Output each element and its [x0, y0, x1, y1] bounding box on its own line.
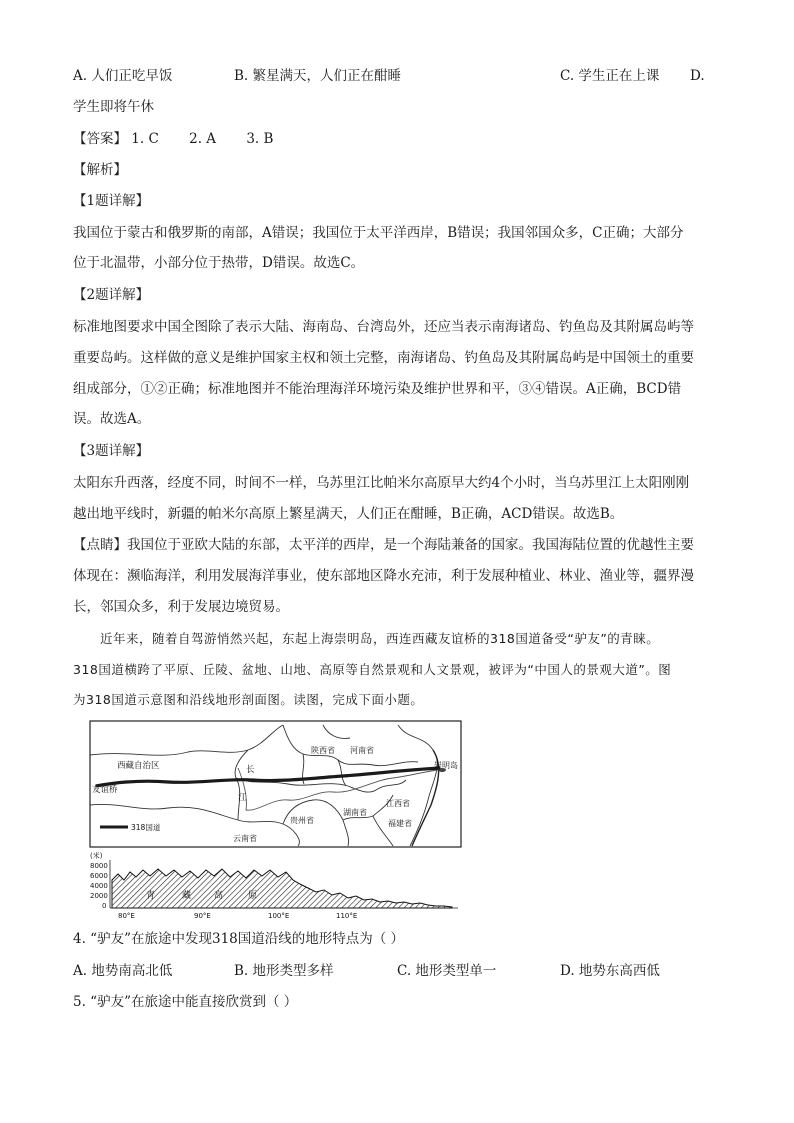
label-yunnan: 云南省	[233, 834, 257, 843]
q1-line: 位于北温带，小部分位于热带，D错误。故选C。	[73, 255, 365, 271]
answer-item: 1. C	[131, 131, 159, 147]
label-henan: 河南省	[350, 746, 374, 755]
answer-label: 【答案】	[73, 131, 127, 147]
intro-line: 为318国道示意图和沿线地形剖面图。读图，完成下面小题。	[73, 692, 424, 707]
profile-region-char: 高	[214, 891, 224, 901]
answer-item: 2. A	[189, 131, 217, 147]
q4-option-c: C. 地形类型单一	[397, 963, 497, 979]
route-318-figure	[88, 720, 463, 920]
profile-ytick: 6000	[90, 872, 108, 880]
label-chongming: 崇明岛	[434, 761, 458, 770]
profile-xtick: 110°E	[336, 912, 358, 920]
q3-heading: 【3题详解】	[73, 443, 150, 459]
q2-line: 重要岛屿。这样做的意义是维护国家主权和领土完整，南海诸岛、钓鱼岛及其附属岛屿是中国领土的重要	[73, 350, 694, 366]
q2-heading: 【2题详解】	[73, 287, 150, 303]
q3-option-a: A. 人们正吃早饭	[73, 68, 173, 84]
label-youyiqiao: 友谊桥	[92, 785, 118, 795]
profile-ytick: 0	[102, 902, 107, 910]
q3-option-d-letter: D.	[690, 68, 705, 84]
q1-line: 我国位于蒙古和俄罗斯的南部，A错误；我国位于太平洋西岸，B错误；我国邻国众多，C正确；大部分	[73, 225, 684, 241]
profile-region-char: 藏	[182, 891, 192, 901]
q1-heading: 【1题详解】	[73, 193, 150, 209]
q4-option-d: D. 地势东高西低	[560, 963, 660, 979]
label-hunan: 湖南省	[343, 808, 367, 817]
profile-region-char: 原	[248, 891, 258, 901]
q3-option-c: C. 学生正在上课	[560, 68, 660, 84]
profile-xtick: 80°E	[118, 912, 135, 920]
q3-line: 越出地平线时，新疆的帕米尔高原上繁星满天，人们正在酣睡，B正确，ACD错误。故选B。	[73, 506, 624, 522]
q3-option-b: B. 繁星满天，人们正在酣睡	[234, 68, 402, 84]
profile-xtick: 100°E	[268, 912, 290, 920]
profile-ytick: 4000	[90, 882, 108, 890]
label-jiang: 江	[238, 793, 247, 803]
q4-stem: 4. “驴友”在旅途中发现318国道沿线的地形特点为（ ）	[73, 931, 405, 947]
legend-label: 318国道	[131, 823, 161, 832]
q5-stem: 5. “驴友”在旅途中能直接欣赏到（ ）	[73, 994, 298, 1010]
analysis-label: 【解析】	[73, 162, 127, 178]
profile-xtick: 90°E	[194, 912, 211, 920]
q2-line: 误。故选A。	[73, 411, 151, 427]
intro-line: 近年来，随着自驾游悄然兴起，东起上海崇明岛，西连西藏友谊桥的318国道备受“驴友”的青睐。	[100, 631, 660, 646]
q3-option-d-text: 学生即将午休	[73, 99, 154, 115]
profile-region-char: 青	[146, 891, 156, 901]
tip-line	[73, 535, 694, 555]
q3-line: 太阳东升西落，经度不同，时间不一样，乌苏里江比帕米尔高原早大约4个小时，当乌苏里江上太阳刚刚	[73, 475, 690, 491]
tip-line: 长，邻国众多，利于发展边境贸易。	[73, 599, 289, 615]
label-chang: 长	[246, 765, 255, 775]
q4-option-b: B. 地形类型多样	[234, 963, 334, 979]
label-xizang: 西藏自治区	[117, 761, 160, 771]
q2-line: 组成部分，①②正确；标准地图并不能治理海洋环境污染及维护世界和平，③④错误。A正确，BCD错	[73, 381, 682, 397]
label-guizhou: 贵州省	[290, 816, 314, 825]
answer-line	[73, 129, 273, 149]
intro-line: 318国道横跨了平原、丘陵、盆地、山地、高原等自然景观和人文景观，被评为“中国人的景观大道”。图	[73, 662, 672, 677]
q2-line: 标准地图要求中国全图除了表示大陆、海南岛、台湾岛外，还应当表示南海诸岛、钓鱼岛及其附属岛屿等	[73, 319, 694, 335]
label-fujian: 福建省	[388, 819, 412, 828]
tip-heading: 【点睛】	[73, 537, 127, 553]
tip-line: 体现在：濒临海洋，利用发展海洋事业，使东部地区降水充沛，利于发展种植业、林业、渔业等，疆界漫	[73, 568, 694, 584]
tip-text: 我国位于亚欧大陆的东部，太平洋的西岸，是一个海陆兼备的国家。我国海陆位置的优越性主要	[127, 537, 694, 553]
profile-unit: (米)	[90, 852, 103, 860]
terrain-profile	[90, 851, 458, 920]
label-jiangxi: 江西省	[386, 799, 410, 808]
profile-ytick: 8000	[90, 862, 108, 870]
answer-item: 3. B	[246, 131, 274, 147]
profile-ytick: 2000	[90, 892, 108, 900]
q4-option-a: A. 地势南高北低	[73, 963, 173, 979]
label-shaanxi: 陕西省	[311, 746, 335, 755]
